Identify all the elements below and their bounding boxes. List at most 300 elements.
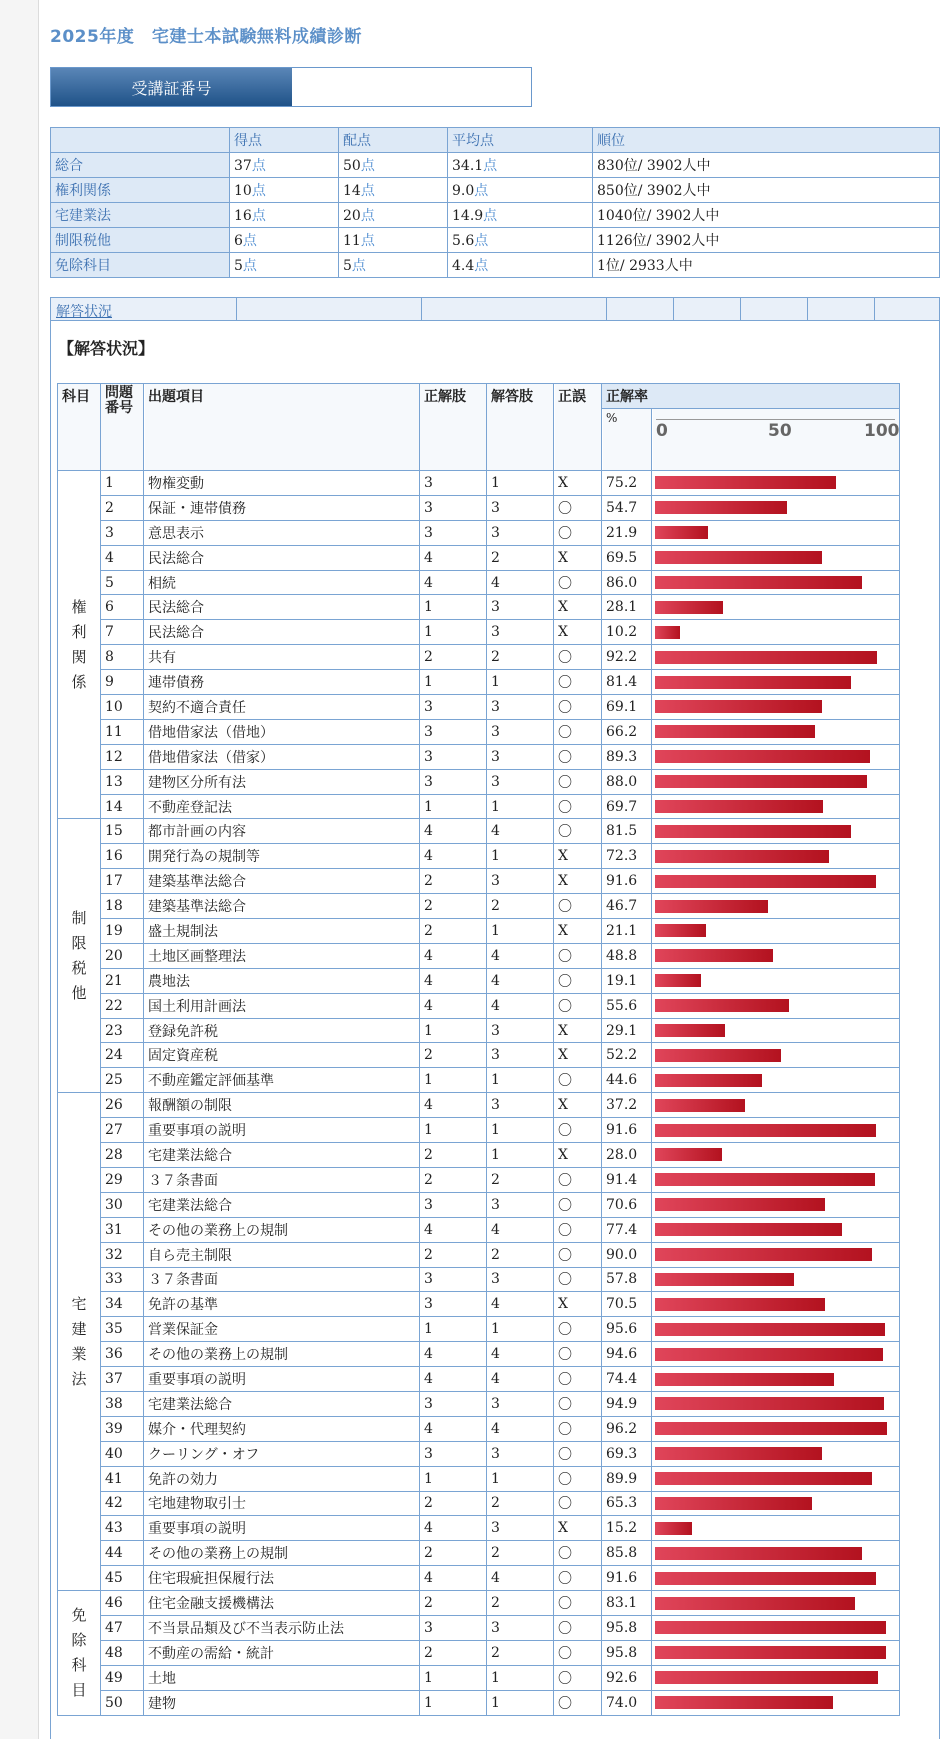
answered-choice: 4 bbox=[487, 819, 554, 844]
answer-row bbox=[58, 1665, 900, 1690]
answer-row bbox=[58, 545, 900, 570]
question-number: 6 bbox=[101, 595, 144, 620]
question-number: 4 bbox=[101, 545, 144, 570]
answer-row bbox=[58, 968, 900, 993]
score-score bbox=[230, 178, 339, 203]
question-number: 49 bbox=[101, 1665, 144, 1690]
question-topic: 建物 bbox=[144, 1690, 420, 1715]
result-mark: 〇 bbox=[554, 1466, 602, 1491]
score-score-value: 10 bbox=[234, 183, 252, 199]
correct-rate: 94.9 bbox=[602, 1391, 652, 1416]
result-mark: X bbox=[554, 919, 602, 944]
result-mark: 〇 bbox=[554, 993, 602, 1018]
question-number: 3 bbox=[101, 520, 144, 545]
question-topic: 相続 bbox=[144, 570, 420, 595]
correct-rate: 69.1 bbox=[602, 695, 652, 720]
correct-choice: 4 bbox=[420, 1217, 487, 1242]
score-score-value: 5 bbox=[234, 258, 243, 274]
correct-rate: 74.0 bbox=[602, 1690, 652, 1715]
rate-bar bbox=[655, 476, 836, 489]
correct-choice: 4 bbox=[420, 1416, 487, 1441]
question-topic: その他の業務上の規制 bbox=[144, 1342, 420, 1367]
scale-label-0: 0 bbox=[656, 421, 668, 441]
question-number: 48 bbox=[101, 1640, 144, 1665]
score-total bbox=[339, 203, 448, 228]
answer-row bbox=[58, 1367, 900, 1392]
answer-row bbox=[58, 645, 900, 670]
question-number: 8 bbox=[101, 645, 144, 670]
tab-blank bbox=[741, 298, 808, 320]
correct-choice: 1 bbox=[420, 670, 487, 695]
question-topic: 免許の基準 bbox=[144, 1292, 420, 1317]
answered-choice: 3 bbox=[487, 495, 554, 520]
rate-bar-cell bbox=[652, 1640, 900, 1665]
question-topic: 盛土規制法 bbox=[144, 919, 420, 944]
score-unit: 点 bbox=[474, 258, 489, 274]
answered-choice: 3 bbox=[487, 1267, 554, 1292]
score-header-row bbox=[51, 128, 940, 153]
answer-row bbox=[58, 620, 900, 645]
answered-choice: 1 bbox=[487, 1118, 554, 1143]
answered-choice: 3 bbox=[487, 1043, 554, 1068]
result-mark: X bbox=[554, 1043, 602, 1068]
rate-bar bbox=[655, 1646, 886, 1659]
result-mark: 〇 bbox=[554, 670, 602, 695]
score-total-value: 11 bbox=[343, 233, 361, 249]
question-topic: 連帯債務 bbox=[144, 670, 420, 695]
subject-cell bbox=[58, 1093, 101, 1591]
answered-choice: 1 bbox=[487, 794, 554, 819]
question-topic: 不当景品類及び不当表示防止法 bbox=[144, 1615, 420, 1640]
score-header-cell bbox=[51, 128, 230, 153]
question-number: 32 bbox=[101, 1242, 144, 1267]
subject-label: 免除科目 bbox=[71, 1605, 87, 1699]
rate-bar-cell bbox=[652, 1143, 900, 1168]
rate-bar-cell bbox=[652, 1466, 900, 1491]
answer-table bbox=[57, 383, 900, 1716]
score-unit: 点 bbox=[251, 158, 266, 174]
score-total-value: 20 bbox=[343, 208, 361, 224]
answered-choice: 3 bbox=[487, 620, 554, 645]
rate-bar-cell bbox=[652, 869, 900, 894]
rate-bar bbox=[655, 850, 829, 863]
question-number: 27 bbox=[101, 1118, 144, 1143]
result-mark: X bbox=[554, 1018, 602, 1043]
answer-row bbox=[58, 719, 900, 744]
question-number: 43 bbox=[101, 1516, 144, 1541]
answered-choice: 3 bbox=[487, 1391, 554, 1416]
rate-bar bbox=[655, 501, 787, 514]
result-mark: 〇 bbox=[554, 1167, 602, 1192]
score-unit: 点 bbox=[474, 183, 489, 199]
answered-choice: 2 bbox=[487, 894, 554, 919]
result-mark: 〇 bbox=[554, 1416, 602, 1441]
question-number: 29 bbox=[101, 1167, 144, 1192]
question-number: 38 bbox=[101, 1391, 144, 1416]
result-mark: 〇 bbox=[554, 495, 602, 520]
correct-choice: 3 bbox=[420, 520, 487, 545]
correct-choice: 3 bbox=[420, 719, 487, 744]
answered-choice: 1 bbox=[487, 471, 554, 496]
rate-bar bbox=[655, 949, 773, 962]
rate-bar-cell bbox=[652, 1167, 900, 1192]
answer-row bbox=[58, 1043, 900, 1068]
question-number: 12 bbox=[101, 744, 144, 769]
rate-bar-cell bbox=[652, 993, 900, 1018]
score-header-cell: 順位 bbox=[593, 128, 940, 153]
scale-label-100: 100 bbox=[864, 421, 900, 441]
rate-bar-cell bbox=[652, 1342, 900, 1367]
correct-choice: 2 bbox=[420, 869, 487, 894]
rate-bar bbox=[655, 1273, 794, 1286]
score-total bbox=[339, 153, 448, 178]
answer-row bbox=[58, 1591, 900, 1616]
result-mark: 〇 bbox=[554, 1217, 602, 1242]
answered-choice: 2 bbox=[487, 1591, 554, 1616]
answer-row bbox=[58, 1466, 900, 1491]
correct-choice: 2 bbox=[420, 1591, 487, 1616]
score-score-value: 37 bbox=[234, 158, 252, 174]
rate-bar bbox=[655, 875, 876, 888]
rate-bar-cell bbox=[652, 1367, 900, 1392]
rate-bar bbox=[655, 576, 862, 589]
result-mark: X bbox=[554, 1516, 602, 1541]
question-number: 30 bbox=[101, 1192, 144, 1217]
question-number: 24 bbox=[101, 1043, 144, 1068]
correct-choice: 3 bbox=[420, 1292, 487, 1317]
score-unit: 点 bbox=[483, 208, 498, 224]
result-mark: X bbox=[554, 1292, 602, 1317]
tab-blank bbox=[674, 298, 741, 320]
result-mark: 〇 bbox=[554, 1566, 602, 1591]
answer-row bbox=[58, 1143, 900, 1168]
score-total bbox=[339, 178, 448, 203]
correct-choice: 1 bbox=[420, 620, 487, 645]
question-number: 25 bbox=[101, 1068, 144, 1093]
correct-choice: 4 bbox=[420, 570, 487, 595]
answer-row bbox=[58, 919, 900, 944]
question-topic: 住宅金融支援機構法 bbox=[144, 1591, 420, 1616]
correct-choice: 2 bbox=[420, 1167, 487, 1192]
correct-choice: 1 bbox=[420, 1118, 487, 1143]
rate-bar-cell bbox=[652, 968, 900, 993]
student-id-value bbox=[292, 68, 531, 106]
correct-choice: 3 bbox=[420, 1267, 487, 1292]
rate-bar-cell bbox=[652, 1615, 900, 1640]
answer-row bbox=[58, 495, 900, 520]
question-number: 9 bbox=[101, 670, 144, 695]
score-avg bbox=[448, 178, 593, 203]
subject-label: 宅建業法 bbox=[71, 1294, 87, 1388]
rate-bar-cell bbox=[652, 1118, 900, 1143]
question-topic: 重要事項の説明 bbox=[144, 1118, 420, 1143]
correct-rate: 21.9 bbox=[602, 520, 652, 545]
answer-row bbox=[58, 769, 900, 794]
question-topic: 宅建業法総合 bbox=[144, 1143, 420, 1168]
correct-rate: 29.1 bbox=[602, 1018, 652, 1043]
answered-choice: 1 bbox=[487, 1665, 554, 1690]
answer-row bbox=[58, 1093, 900, 1118]
score-row bbox=[51, 178, 940, 203]
rate-bar bbox=[655, 526, 708, 539]
rate-bar bbox=[655, 1547, 862, 1560]
result-mark: X bbox=[554, 844, 602, 869]
correct-rate: 69.5 bbox=[602, 545, 652, 570]
rate-bar-cell bbox=[652, 620, 900, 645]
question-number: 46 bbox=[101, 1591, 144, 1616]
correct-rate: 91.4 bbox=[602, 1167, 652, 1192]
correct-choice: 1 bbox=[420, 1068, 487, 1093]
correct-rate: 55.6 bbox=[602, 993, 652, 1018]
rate-bar bbox=[655, 651, 877, 664]
result-mark: 〇 bbox=[554, 894, 602, 919]
rate-bar bbox=[655, 1173, 875, 1186]
score-row bbox=[51, 228, 940, 253]
rate-bar bbox=[655, 551, 822, 564]
question-number: 37 bbox=[101, 1367, 144, 1392]
question-topic: 国土利用計画法 bbox=[144, 993, 420, 1018]
answered-choice: 3 bbox=[487, 695, 554, 720]
question-number: 44 bbox=[101, 1541, 144, 1566]
result-mark: 〇 bbox=[554, 570, 602, 595]
correct-rate: 95.6 bbox=[602, 1317, 652, 1342]
answered-choice: 1 bbox=[487, 1143, 554, 1168]
question-number: 22 bbox=[101, 993, 144, 1018]
score-rank: 850位/ 3902人中 bbox=[593, 178, 940, 203]
rate-bar bbox=[655, 1323, 885, 1336]
answer-row bbox=[58, 1018, 900, 1043]
scale-label-50: 50 bbox=[768, 421, 792, 441]
question-topic: 営業保証金 bbox=[144, 1317, 420, 1342]
score-unit: 点 bbox=[360, 233, 375, 249]
header-subject: 科目 bbox=[58, 384, 101, 471]
question-topic: その他の業務上の規制 bbox=[144, 1541, 420, 1566]
question-topic: 固定資産税 bbox=[144, 1043, 420, 1068]
answered-choice: 4 bbox=[487, 1292, 554, 1317]
correct-rate: 91.6 bbox=[602, 869, 652, 894]
correct-rate: 96.2 bbox=[602, 1416, 652, 1441]
correct-rate: 70.6 bbox=[602, 1192, 652, 1217]
correct-rate: 85.8 bbox=[602, 1541, 652, 1566]
rate-bar bbox=[655, 825, 851, 838]
result-mark: X bbox=[554, 620, 602, 645]
question-topic: 借地借家法（借地） bbox=[144, 719, 420, 744]
rate-bar-cell bbox=[652, 1192, 900, 1217]
question-number: 7 bbox=[101, 620, 144, 645]
question-topic: 不動産登記法 bbox=[144, 794, 420, 819]
header-percent: % bbox=[602, 409, 652, 471]
score-avg-value: 14.9 bbox=[452, 208, 484, 224]
rate-scale bbox=[652, 409, 900, 471]
rate-bar bbox=[655, 1597, 855, 1610]
correct-choice: 2 bbox=[420, 1491, 487, 1516]
question-topic: 物権変動 bbox=[144, 471, 420, 496]
rate-bar bbox=[655, 1124, 876, 1137]
question-topic: 土地区画整理法 bbox=[144, 943, 420, 968]
question-topic: 共有 bbox=[144, 645, 420, 670]
question-topic: 宅地建物取引士 bbox=[144, 1491, 420, 1516]
answer-row bbox=[58, 1491, 900, 1516]
result-mark: 〇 bbox=[554, 794, 602, 819]
result-mark: 〇 bbox=[554, 1615, 602, 1640]
rate-bar bbox=[655, 1198, 825, 1211]
result-mark: 〇 bbox=[554, 1665, 602, 1690]
correct-rate: 28.1 bbox=[602, 595, 652, 620]
answered-choice: 1 bbox=[487, 1466, 554, 1491]
rate-bar-cell bbox=[652, 1267, 900, 1292]
correct-choice: 2 bbox=[420, 1541, 487, 1566]
answered-choice: 1 bbox=[487, 844, 554, 869]
tab-answer-status[interactable]: 解答状況 bbox=[51, 298, 237, 320]
rate-bar bbox=[655, 1447, 822, 1460]
question-topic: ３７条書面 bbox=[144, 1267, 420, 1292]
rate-bar bbox=[655, 1671, 878, 1684]
answer-row bbox=[58, 1068, 900, 1093]
answered-choice: 3 bbox=[487, 1093, 554, 1118]
result-mark: X bbox=[554, 1143, 602, 1168]
score-score bbox=[230, 253, 339, 278]
score-rank: 830位/ 3902人中 bbox=[593, 153, 940, 178]
answer-row bbox=[58, 1690, 900, 1715]
question-number: 35 bbox=[101, 1317, 144, 1342]
correct-rate: 54.7 bbox=[602, 495, 652, 520]
rate-bar bbox=[655, 1074, 762, 1087]
question-topic: 民法総合 bbox=[144, 620, 420, 645]
correct-choice: 1 bbox=[420, 1466, 487, 1491]
answer-row bbox=[58, 1516, 900, 1541]
question-topic: 保証・連帯債務 bbox=[144, 495, 420, 520]
page-title: 2025年度 宅建士本試験無料成績診断 bbox=[50, 27, 362, 47]
answer-row bbox=[58, 570, 900, 595]
answered-choice: 2 bbox=[487, 1242, 554, 1267]
score-summary-table bbox=[50, 127, 940, 278]
question-number: 17 bbox=[101, 869, 144, 894]
correct-choice: 3 bbox=[420, 471, 487, 496]
rate-bar-cell bbox=[652, 1516, 900, 1541]
answered-choice: 2 bbox=[487, 1541, 554, 1566]
rate-bar-cell bbox=[652, 1491, 900, 1516]
rate-bar-cell bbox=[652, 645, 900, 670]
question-topic: その他の業務上の規制 bbox=[144, 1217, 420, 1242]
question-number: 26 bbox=[101, 1093, 144, 1118]
result-mark: X bbox=[554, 471, 602, 496]
question-topic: 借地借家法（借家） bbox=[144, 744, 420, 769]
rate-bar bbox=[655, 1298, 825, 1311]
correct-rate: 21.1 bbox=[602, 919, 652, 944]
answered-choice: 1 bbox=[487, 919, 554, 944]
question-topic: 重要事項の説明 bbox=[144, 1367, 420, 1392]
rate-bar bbox=[655, 924, 706, 937]
rate-bar bbox=[655, 1248, 872, 1261]
score-avg-value: 5.6 bbox=[452, 233, 475, 249]
answered-choice: 4 bbox=[487, 968, 554, 993]
answer-row bbox=[58, 1640, 900, 1665]
rate-bar-cell bbox=[652, 520, 900, 545]
rate-bar bbox=[655, 1148, 722, 1161]
correct-choice: 4 bbox=[420, 943, 487, 968]
answer-row bbox=[58, 1167, 900, 1192]
rate-bar-cell bbox=[652, 1068, 900, 1093]
correct-choice: 3 bbox=[420, 1441, 487, 1466]
correct-choice: 2 bbox=[420, 919, 487, 944]
score-header-cell: 平均点 bbox=[448, 128, 593, 153]
result-mark: 〇 bbox=[554, 1690, 602, 1715]
result-mark: 〇 bbox=[554, 1068, 602, 1093]
tab-blank bbox=[875, 298, 939, 320]
answer-row bbox=[58, 993, 900, 1018]
question-number: 23 bbox=[101, 1018, 144, 1043]
correct-choice: 1 bbox=[420, 595, 487, 620]
question-number: 36 bbox=[101, 1342, 144, 1367]
question-number: 21 bbox=[101, 968, 144, 993]
correct-rate: 81.5 bbox=[602, 819, 652, 844]
question-number: 50 bbox=[101, 1690, 144, 1715]
score-unit: 点 bbox=[242, 258, 257, 274]
score-score bbox=[230, 203, 339, 228]
rate-bar bbox=[655, 974, 701, 987]
rate-bar bbox=[655, 626, 680, 639]
answered-choice: 4 bbox=[487, 1416, 554, 1441]
answer-row bbox=[58, 1217, 900, 1242]
question-topic: 民法総合 bbox=[144, 595, 420, 620]
correct-rate: 75.2 bbox=[602, 471, 652, 496]
rate-bar-cell bbox=[652, 1690, 900, 1715]
correct-rate: 48.8 bbox=[602, 943, 652, 968]
tab-blank bbox=[237, 298, 422, 320]
score-total-value: 14 bbox=[343, 183, 361, 199]
correct-rate: 72.3 bbox=[602, 844, 652, 869]
rate-bar-cell bbox=[652, 769, 900, 794]
rate-bar bbox=[655, 800, 823, 813]
answer-row bbox=[58, 520, 900, 545]
score-unit: 点 bbox=[242, 233, 257, 249]
question-number: 41 bbox=[101, 1466, 144, 1491]
subject-label: 制限税他 bbox=[71, 908, 87, 1002]
correct-rate: 92.2 bbox=[602, 645, 652, 670]
question-number: 15 bbox=[101, 819, 144, 844]
result-mark: X bbox=[554, 545, 602, 570]
question-number: 40 bbox=[101, 1441, 144, 1466]
score-avg bbox=[448, 203, 593, 228]
result-mark: 〇 bbox=[554, 1491, 602, 1516]
rate-bar bbox=[655, 750, 870, 763]
rate-bar bbox=[655, 1497, 812, 1510]
answered-choice: 3 bbox=[487, 719, 554, 744]
score-unit: 点 bbox=[351, 258, 366, 274]
question-number: 16 bbox=[101, 844, 144, 869]
question-number: 34 bbox=[101, 1292, 144, 1317]
rate-bar bbox=[655, 1621, 886, 1634]
header-correct: 正解肢 bbox=[420, 384, 487, 471]
question-number: 45 bbox=[101, 1566, 144, 1591]
answer-heading: 【解答状況】 bbox=[58, 339, 155, 358]
score-subject: 制限税他 bbox=[51, 228, 230, 253]
answer-row bbox=[58, 1192, 900, 1217]
correct-rate: 57.8 bbox=[602, 1267, 652, 1292]
rate-bar-cell bbox=[652, 1566, 900, 1591]
question-topic: クーリング・オフ bbox=[144, 1441, 420, 1466]
rate-bar-cell bbox=[652, 471, 900, 496]
question-topic: 登録免許税 bbox=[144, 1018, 420, 1043]
result-mark: 〇 bbox=[554, 1541, 602, 1566]
answer-row bbox=[58, 1317, 900, 1342]
question-topic: ３７条書面 bbox=[144, 1167, 420, 1192]
result-mark: X bbox=[554, 869, 602, 894]
answered-choice: 2 bbox=[487, 545, 554, 570]
correct-rate: 37.2 bbox=[602, 1093, 652, 1118]
score-row bbox=[51, 203, 940, 228]
question-topic: 不動産鑑定評価基準 bbox=[144, 1068, 420, 1093]
